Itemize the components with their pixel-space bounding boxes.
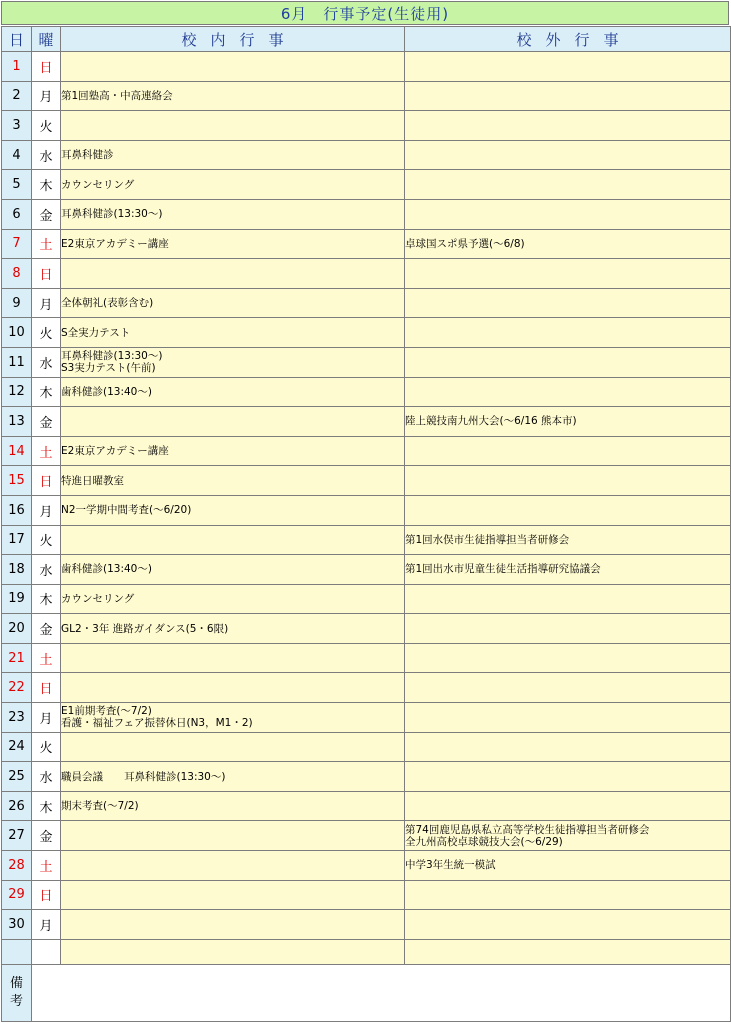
day-number: 21: [2, 643, 32, 673]
day-number: 24: [2, 732, 32, 762]
day-number: 25: [2, 762, 32, 792]
day-number: 2: [2, 81, 32, 111]
inner-event-cell[interactable]: GL2・3年 進路ガイダンス(5・6限): [61, 614, 405, 644]
inner-event-cell[interactable]: 耳鼻科健診(13:30～) S3実力テスト(午前): [61, 347, 405, 377]
weekday: 木: [32, 584, 61, 614]
day-number: 13: [2, 407, 32, 437]
inner-event-cell[interactable]: 耳鼻科健診(13:30～): [61, 199, 405, 229]
weekday: 金: [32, 407, 61, 437]
outer-event-cell[interactable]: [405, 170, 731, 200]
schedule-row: [2, 910, 731, 940]
inner-event-cell[interactable]: カウンセリング: [61, 170, 405, 200]
schedule-row: [2, 170, 731, 200]
schedule-row: [2, 140, 731, 170]
outer-event-cell[interactable]: 陸上競技南九州大会(～6/16 熊本市): [405, 407, 731, 437]
outer-event-cell[interactable]: [405, 673, 731, 703]
weekday: 月: [32, 495, 61, 525]
day-number: 3: [2, 111, 32, 141]
day-number: 27: [2, 821, 32, 851]
schedule-row: [2, 52, 731, 82]
inner-event-cell[interactable]: E2東京アカデミー講座: [61, 436, 405, 466]
weekday: 木: [32, 791, 61, 821]
inner-event-cell[interactable]: 特進日曜教室: [61, 466, 405, 496]
weekday: 日: [32, 673, 61, 703]
weekday: 月: [32, 910, 61, 940]
schedule-row: [2, 377, 731, 407]
day-number: 14: [2, 436, 32, 466]
schedule-row: [2, 851, 731, 881]
header-weekday: 曜: [32, 27, 61, 52]
schedule-row: [2, 555, 731, 585]
outer-event-cell[interactable]: [405, 584, 731, 614]
schedule-row: [2, 673, 731, 703]
schedule-row: [2, 81, 731, 111]
outer-event-cell[interactable]: 卓球国スポ県予選(～6/8): [405, 229, 731, 259]
weekday: 水: [32, 555, 61, 585]
weekday: 水: [32, 140, 61, 170]
outer-event-cell[interactable]: 第74回鹿児島県私立高等学校生徒指導担当者研修会 全九州高校卓球競技大会(～6/29): [405, 821, 731, 851]
inner-event-cell[interactable]: [61, 732, 405, 762]
day-number: 28: [2, 851, 32, 881]
day-number: 1: [2, 52, 32, 82]
weekday: 土: [32, 851, 61, 881]
outer-event-cell[interactable]: [405, 703, 731, 733]
inner-event-cell[interactable]: [61, 880, 405, 910]
day-number: 6: [2, 199, 32, 229]
schedule-row: [2, 643, 731, 673]
day-number: 4: [2, 140, 32, 170]
weekday: 土: [32, 229, 61, 259]
day-number: 29: [2, 880, 32, 910]
weekday: 火: [32, 525, 61, 555]
schedule-row: [2, 407, 731, 437]
day-number: 16: [2, 495, 32, 525]
day-number: 19: [2, 584, 32, 614]
outer-event-cell[interactable]: [405, 288, 731, 318]
weekday: 木: [32, 377, 61, 407]
schedule-row: [2, 703, 731, 733]
schedule-row: [2, 288, 731, 318]
inner-event-cell[interactable]: [61, 643, 405, 673]
day-number: 17: [2, 525, 32, 555]
outer-event-cell[interactable]: [405, 910, 731, 940]
schedule-row: [2, 614, 731, 644]
weekday: 金: [32, 821, 61, 851]
inner-event-cell[interactable]: [61, 407, 405, 437]
inner-event-cell[interactable]: [61, 525, 405, 555]
blank-day-cell: [2, 939, 32, 964]
schedule-row: [2, 791, 731, 821]
weekday: 月: [32, 288, 61, 318]
notes-row: [2, 964, 731, 1021]
schedule-row: [2, 584, 731, 614]
inner-event-cell[interactable]: [61, 52, 405, 82]
outer-event-cell[interactable]: [405, 762, 731, 792]
inner-event-cell[interactable]: [61, 673, 405, 703]
day-number: 12: [2, 377, 32, 407]
weekday: 金: [32, 199, 61, 229]
inner-event-cell[interactable]: S全実力テスト: [61, 318, 405, 348]
schedule-row: [2, 229, 731, 259]
weekday: 火: [32, 318, 61, 348]
inner-event-cell[interactable]: 全体朝礼(表彰含む): [61, 288, 405, 318]
inner-event-cell[interactable]: N2一学期中間考査(～6/20): [61, 495, 405, 525]
header-row: [2, 27, 731, 52]
outer-event-cell[interactable]: [405, 199, 731, 229]
inner-event-cell[interactable]: [61, 910, 405, 940]
outer-event-cell[interactable]: [405, 111, 731, 141]
weekday: 日: [32, 466, 61, 496]
outer-event-cell[interactable]: [405, 52, 731, 82]
day-number: 22: [2, 673, 32, 703]
day-number: 8: [2, 259, 32, 289]
weekday: 水: [32, 347, 61, 377]
blank-inner-cell[interactable]: [61, 939, 405, 964]
header-outer-events: 校外行事: [405, 27, 731, 52]
outer-event-cell[interactable]: [405, 259, 731, 289]
schedule-row: [2, 111, 731, 141]
outer-event-cell[interactable]: [405, 466, 731, 496]
weekday: 日: [32, 52, 61, 82]
weekday: 土: [32, 643, 61, 673]
weekday: 土: [32, 436, 61, 466]
inner-event-cell[interactable]: [61, 111, 405, 141]
inner-event-cell[interactable]: 期末考査(～7/2): [61, 791, 405, 821]
schedule-row: [2, 821, 731, 851]
inner-event-cell[interactable]: E2東京アカデミー講座: [61, 229, 405, 259]
inner-event-cell[interactable]: 第1回塾高・中高連絡会: [61, 81, 405, 111]
weekday: 火: [32, 732, 61, 762]
schedule-rows: [2, 52, 731, 940]
notes-body[interactable]: [32, 964, 731, 1021]
day-number: 15: [2, 466, 32, 496]
day-number: 9: [2, 288, 32, 318]
blank-weekday-cell: [32, 939, 61, 964]
schedule-row: [2, 762, 731, 792]
outer-event-cell[interactable]: [405, 81, 731, 111]
schedule-row: [2, 466, 731, 496]
outer-event-cell[interactable]: [405, 791, 731, 821]
day-number: 5: [2, 170, 32, 200]
weekday: 金: [32, 614, 61, 644]
outer-event-cell[interactable]: 第1回出水市児童生徒生活指導研究協議会: [405, 555, 731, 585]
weekday: 月: [32, 703, 61, 733]
day-number: 26: [2, 791, 32, 821]
weekday: 月: [32, 81, 61, 111]
weekday: 日: [32, 259, 61, 289]
outer-event-cell[interactable]: 中学3年生統一模試: [405, 851, 731, 881]
day-number: 7: [2, 229, 32, 259]
inner-event-cell[interactable]: [61, 851, 405, 881]
outer-event-cell[interactable]: 第1回水俣市生徒指導担当者研修会: [405, 525, 731, 555]
outer-event-cell[interactable]: [405, 347, 731, 377]
day-number: 30: [2, 910, 32, 940]
schedule-row: [2, 318, 731, 348]
day-number: 10: [2, 318, 32, 348]
schedule-table: [1, 26, 731, 1022]
notes-label: 備 考: [2, 964, 32, 1021]
outer-event-cell[interactable]: [405, 495, 731, 525]
outer-event-cell[interactable]: [405, 732, 731, 762]
outer-event-cell[interactable]: [405, 318, 731, 348]
schedule-row: [2, 259, 731, 289]
blank-outer-cell[interactable]: [405, 939, 731, 964]
outer-event-cell[interactable]: [405, 377, 731, 407]
schedule-row: [2, 495, 731, 525]
schedule-row: [2, 347, 731, 377]
inner-event-cell[interactable]: 職員会議 耳鼻科健診(13:30～): [61, 762, 405, 792]
blank-row: [2, 939, 731, 964]
outer-event-cell[interactable]: [405, 436, 731, 466]
day-number: 20: [2, 614, 32, 644]
outer-event-cell[interactable]: [405, 614, 731, 644]
weekday: 水: [32, 762, 61, 792]
outer-event-cell[interactable]: [405, 643, 731, 673]
weekday: 火: [32, 111, 61, 141]
schedule-row: [2, 199, 731, 229]
inner-event-cell[interactable]: カウンセリング: [61, 584, 405, 614]
inner-event-cell[interactable]: [61, 259, 405, 289]
inner-event-cell[interactable]: 歯科健診(13:40～): [61, 555, 405, 585]
header-day: 日: [2, 27, 32, 52]
header-inner-events: 校内行事: [61, 27, 405, 52]
page-title: 6月 行事予定(生徒用): [1, 1, 729, 25]
schedule-row: [2, 880, 731, 910]
inner-event-cell[interactable]: E1前期考査(～7/2) 看護・福祉フェア振替休日(N3，M1・2): [61, 703, 405, 733]
inner-event-cell[interactable]: [61, 821, 405, 851]
schedule-row: [2, 436, 731, 466]
day-number: 18: [2, 555, 32, 585]
inner-event-cell[interactable]: 耳鼻科健診: [61, 140, 405, 170]
inner-event-cell[interactable]: 歯科健診(13:40～): [61, 377, 405, 407]
day-number: 23: [2, 703, 32, 733]
weekday: 木: [32, 170, 61, 200]
schedule-row: [2, 732, 731, 762]
outer-event-cell[interactable]: [405, 880, 731, 910]
day-number: 11: [2, 347, 32, 377]
schedule-row: [2, 525, 731, 555]
outer-event-cell[interactable]: [405, 140, 731, 170]
weekday: 日: [32, 880, 61, 910]
